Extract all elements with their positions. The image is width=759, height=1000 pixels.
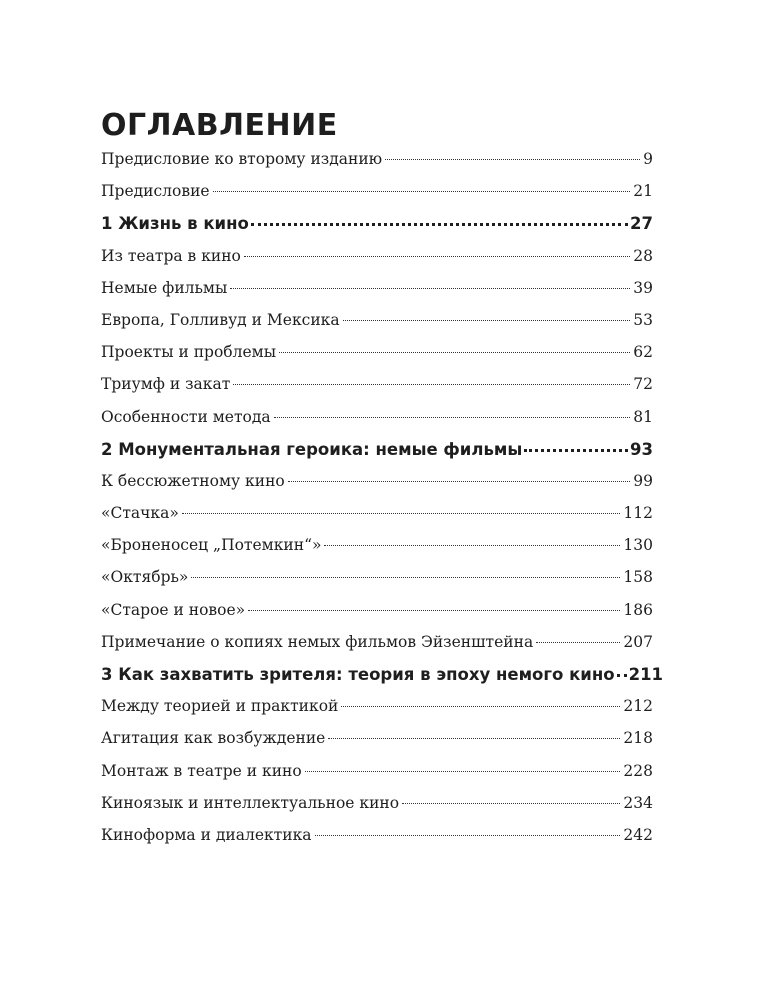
toc-dot-leader [233, 384, 630, 385]
toc-entry-title: К бессюжетному кино [101, 471, 285, 490]
toc-dot-leader [402, 803, 620, 804]
toc-entry-page-number: 186 [623, 600, 653, 619]
toc-entry [101, 472, 653, 504]
toc-entry-page-number: 39 [633, 278, 653, 297]
toc-entry-page-number: 9 [643, 150, 653, 168]
toc-entry [101, 826, 653, 858]
toc-dot-leader [536, 642, 620, 643]
toc-dot-leader [343, 320, 631, 321]
toc-entry-page-number: 242 [623, 825, 653, 844]
toc-heading: ОГЛАВЛЕНИЕ [101, 108, 338, 143]
toc-entry-page-number: 27 [630, 214, 653, 234]
toc-entry-page-number: 130 [623, 536, 653, 555]
toc-entry-title: Проекты и проблемы [101, 343, 277, 362]
toc-dot-leader [251, 223, 628, 226]
toc-entry [101, 247, 653, 279]
toc-entry-page-number: 93 [630, 439, 653, 459]
toc-dot-leader [385, 159, 640, 160]
toc-entry-title: «Броненосец „Потемкин“» [101, 536, 322, 555]
toc-page [101, 108, 664, 858]
toc-entry-title: 3 Как захватить зрителя: теория в эпоху немого кино [101, 665, 615, 684]
toc-entry-page-number: 81 [633, 407, 653, 426]
toc-entry-page-number: 72 [633, 375, 653, 394]
toc-entry [101, 375, 653, 407]
toc-chapter-entry [101, 214, 653, 246]
toc-entry-title: Агитация как возбуждение [101, 729, 326, 748]
toc-entry-title: Немые фильмы [101, 278, 228, 297]
toc-dot-leader [230, 288, 630, 289]
toc-entry-page-number: 99 [633, 471, 653, 490]
toc-entry-page-number: 212 [623, 697, 653, 716]
toc-entry [101, 408, 653, 440]
toc-entry-page-number: 234 [623, 793, 653, 812]
toc-entry-page-number: 228 [623, 761, 653, 780]
toc-entry-page-number: 62 [633, 343, 653, 362]
toc-entry [101, 697, 653, 729]
toc-entry [101, 536, 653, 568]
toc-entry-page-number: 207 [623, 632, 653, 651]
toc-entry-page-number: 158 [623, 568, 653, 587]
toc-entry-title: Между теорией и практикой [101, 697, 339, 716]
toc-entry-title: Монтаж в театре и кино [101, 761, 302, 780]
toc-entry [101, 150, 653, 182]
toc-entry-title: Особенности метода [101, 407, 271, 426]
toc-entry-title: «Октябрь» [101, 568, 189, 587]
toc-entry-page-number: 218 [623, 729, 653, 748]
toc-dot-leader [213, 191, 631, 192]
toc-entry [101, 794, 653, 826]
toc-dot-leader [248, 610, 620, 611]
toc-entry [101, 182, 653, 214]
toc-dot-leader [328, 738, 620, 739]
toc-entry-page-number: 28 [633, 246, 653, 265]
toc-entry-page-number: 53 [633, 310, 653, 329]
toc-entry [101, 311, 653, 343]
toc-dot-leader [274, 417, 631, 418]
toc-entry [101, 762, 653, 794]
toc-entry [101, 729, 653, 761]
toc-entry [101, 279, 653, 311]
toc-entry [101, 601, 653, 633]
toc-entry [101, 633, 653, 665]
toc-entry-page-number: 21 [633, 182, 653, 201]
toc-dot-leader [341, 706, 620, 707]
toc-dot-leader [191, 577, 620, 578]
toc-list [101, 150, 664, 858]
toc-entry-title: Киноформа и диалектика [101, 825, 312, 844]
toc-dot-leader [305, 771, 621, 772]
toc-entry-title: Киноязык и интеллектуальное кино [101, 793, 400, 812]
toc-entry-title: 2 Монументальная героика: немые фильмы [101, 439, 523, 459]
toc-entry-title: Предисловие [101, 182, 210, 201]
toc-entry-title: Примечание о копиях немых фильмов Эйзенштейна [101, 632, 534, 651]
toc-dot-leader [324, 545, 620, 546]
toc-entry-title: Европа, Голливуд и Мексика [101, 310, 340, 329]
toc-entry-title: Предисловие ко второму изданию [101, 150, 383, 168]
toc-entry [101, 343, 653, 375]
toc-entry-title: Из театра в кино [101, 246, 241, 265]
toc-entry [101, 504, 653, 536]
toc-entry-page-number: 211 [628, 665, 664, 684]
toc-dot-leader [288, 481, 631, 482]
toc-entry-title: «Стачка» [101, 504, 179, 523]
toc-dot-leader [524, 449, 628, 452]
toc-chapter-entry [101, 665, 664, 697]
toc-entry-page-number: 112 [623, 504, 653, 523]
toc-entry-title: Триумф и закат [101, 375, 231, 394]
toc-dot-leader [315, 835, 621, 836]
toc-chapter-entry [101, 440, 653, 472]
toc-entry-title: «Старое и новое» [101, 600, 246, 619]
toc-entry [101, 568, 653, 600]
toc-entry-title: 1 Жизнь в кино [101, 214, 249, 234]
toc-dot-leader [182, 513, 621, 514]
toc-dot-leader [279, 352, 630, 353]
toc-dot-leader [244, 256, 630, 257]
toc-dot-leader [617, 674, 627, 677]
